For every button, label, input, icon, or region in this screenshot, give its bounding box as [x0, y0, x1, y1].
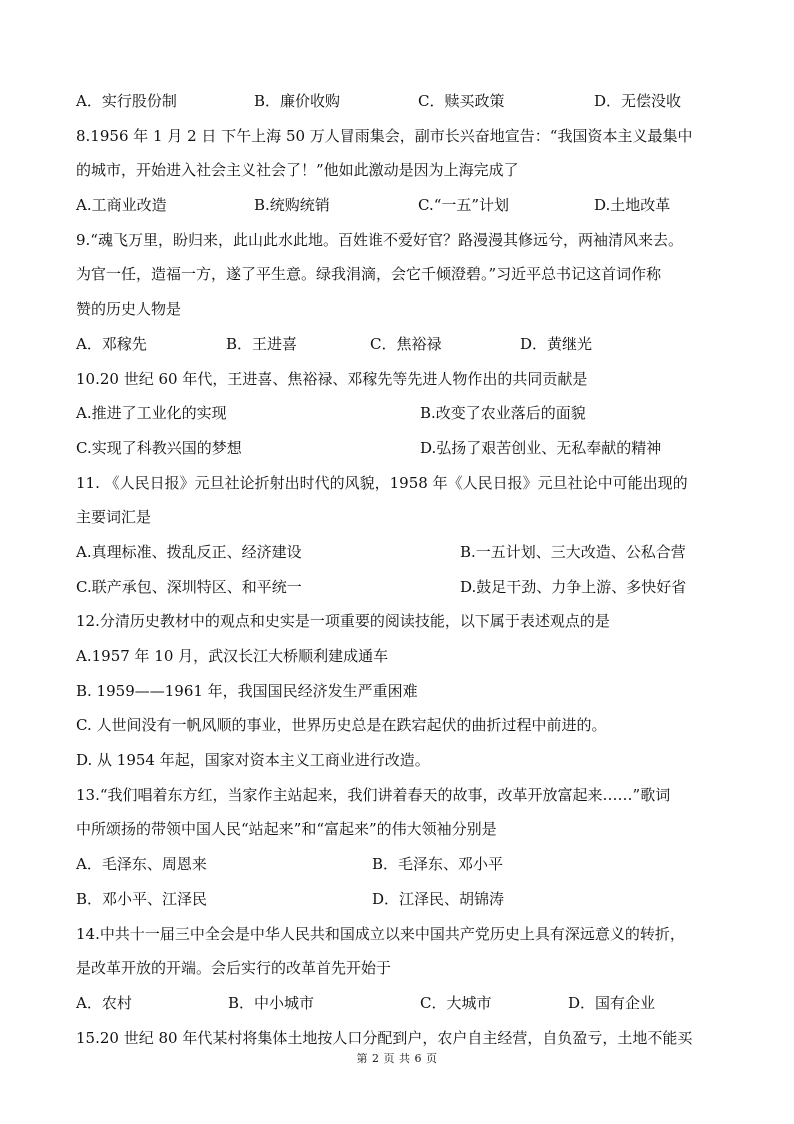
q15-stem-line1: 15.20 世纪 80 年代某村将集体土地按人口分配到户，农户自主经营，自负盈亏，土地不能买 [76, 1028, 693, 1047]
q14-option-c: C．大城市 [420, 993, 492, 1012]
q9-stem-line2: 为官一任，造福一方，遂了平生意。绿我涓滴，会它千倾澄碧。”习近平总书记这首词作称 [76, 265, 662, 284]
q8-option-d: D.土地改革 [594, 196, 671, 215]
q10-options-row2 [76, 431, 720, 466]
q10-options-row1 [76, 396, 720, 431]
q13-stem-line2: 中所颂扬的带领中国人民“站起来”和“富起来”的伟大领袖分别是 [76, 820, 497, 839]
q9-option-a: A．邓稼先 [76, 334, 147, 353]
q11-options-row2 [76, 570, 720, 605]
q13-option-c: B．邓小平、江泽民 [76, 889, 208, 908]
q11-option-b: B.一五计划、三大改造、公私合营 [460, 542, 686, 561]
q12-option-b: B. 1959——1961 年，我国国民经济发生严重困难 [76, 681, 418, 700]
q7-option-a: A．实行股份制 [76, 92, 177, 110]
q13-option-d: D．江泽民、胡锦涛 [372, 889, 505, 908]
q7-option-b: B．廉价收购 [254, 92, 341, 110]
q12-option-d: D. 从 1954 年起，国家对资本主义工商业进行改造。 [76, 751, 430, 770]
exam-page [76, 84, 720, 1055]
q11-options-row1 [76, 535, 720, 570]
q13-options-row2 [76, 882, 720, 917]
q13-options-row1 [76, 847, 720, 882]
q8-stem-line1: 8.1956 年 1 月 2 日 下午上海 50 万人冒雨集会，副市长兴奋地宣告：“我国资本主义最集中 [76, 126, 693, 145]
q9-option-d: D．黄继光 [520, 334, 593, 353]
q11-stem-line1: 11. 《人民日报》元旦社论折射出时代的风貌，1958 年《人民日报》元旦社论中可能出现的 [76, 473, 688, 492]
q9-stem-line1: 9.“魂飞万里，盼归来，此山此水此地。百姓谁不爱好官？路漫漫其修远兮，两袖清风来去。 [76, 230, 683, 249]
q14-options [76, 986, 720, 1021]
q9-option-c: C．焦裕禄 [370, 334, 442, 353]
q14-option-d: D．国有企业 [568, 993, 656, 1012]
q11-option-d: D.鼓足干劲、力争上游、多快好省 [460, 577, 687, 596]
q14-option-b: B．中小城市 [228, 993, 315, 1012]
q7-option-d: D．无偿没收 [594, 92, 682, 110]
q10-stem: 10.20 世纪 60 年代，王进喜、焦裕禄、邓稼先等先进人物作出的共同贡献是 [76, 369, 588, 388]
q14-stem-line1: 14.中共十一届三中全会是中华人民共和国成立以来中国共产党历史上具有深远意义的转折， [76, 924, 685, 943]
page-footer: 第 2 页 共 6 页 [356, 1052, 438, 1065]
q8-option-c: C.“一五”计划 [418, 196, 510, 215]
q8-option-a: A.工商业改造 [76, 196, 167, 215]
q9-stem-line3: 赞的历史人物是 [76, 300, 182, 319]
q9-option-b: B．王进喜 [226, 334, 298, 353]
q10-option-c: C.实现了科教兴国的梦想 [76, 438, 242, 457]
q12-stem: 12.分清历史教材中的观点和史实是一项重要的阅读技能，以下属于表述观点的是 [76, 612, 610, 631]
q12-option-a: A.1957 年 10 月，武汉长江大桥顺利建成通车 [76, 647, 389, 665]
q8-option-b: B.统购统销 [254, 196, 330, 215]
q7-option-c: C．赎买政策 [418, 92, 505, 110]
q13-stem-line1: 13.“我们唱着东方红，当家作主站起来，我们讲着春天的故事，改革开放富起来……”歌词 [76, 785, 671, 804]
q13-option-a: A．毛泽东、周恩来 [76, 855, 207, 874]
q10-option-b: B.改变了农业落后的面貌 [420, 404, 586, 423]
q10-option-d: D.弘扬了艰苦创业、无私奉献的精神 [420, 438, 662, 457]
q7-options [76, 84, 720, 119]
q8-stem-line2: 的城市，开始进入社会主义社会了！”他如此激动是因为上海完成了 [76, 161, 519, 180]
q14-stem-line2: 是改革开放的开端。会后实行的改革首先开始于 [76, 959, 392, 978]
q13-option-b: B．毛泽东、邓小平 [372, 855, 504, 874]
q14-option-a: A．农村 [76, 993, 132, 1012]
q11-stem-line2: 主要词汇是 [76, 508, 152, 527]
q9-options [76, 327, 720, 362]
q11-option-a: A.真理标准、拨乱反正、经济建设 [76, 542, 302, 561]
q11-option-c: C.联产承包、深圳特区、和平统一 [76, 577, 302, 596]
q8-options [76, 188, 720, 223]
q12-option-c: C. 人世间没有一帆风顺的事业，世界历史总是在跌宕起伏的曲折过程中前进的。 [76, 716, 607, 735]
q10-option-a: A.推进了工业化的实现 [76, 404, 227, 423]
